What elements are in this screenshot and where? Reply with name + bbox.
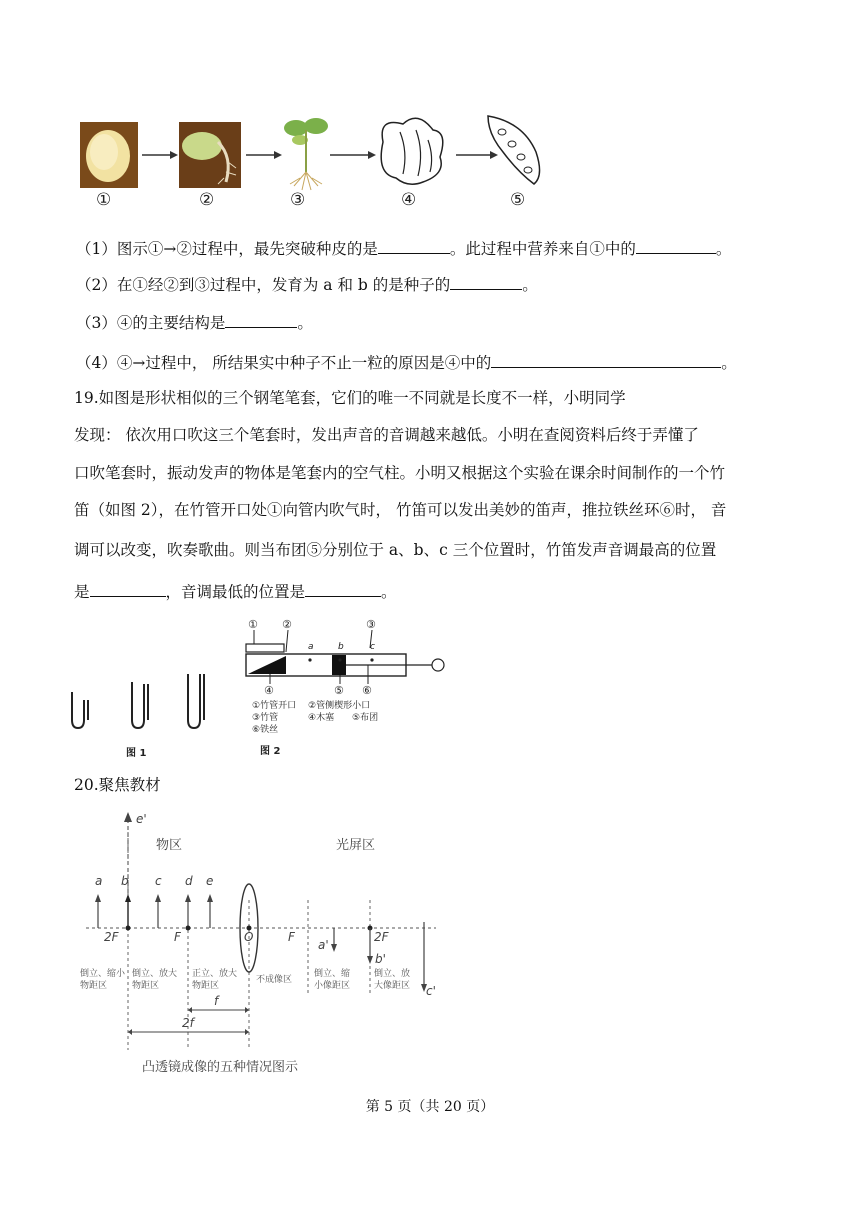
convex-lens-figure — [80, 810, 446, 1080]
pen-cap-figure — [62, 672, 222, 762]
flute-legend-6: ⑥铁丝 — [252, 725, 279, 735]
zone-label-4: 不成像区 — [256, 975, 293, 985]
answer-blank[interactable] — [450, 274, 522, 290]
answer-blank[interactable] — [378, 238, 450, 254]
object-d-label: d — [185, 874, 193, 888]
q18-item-4-text-a: （4）④→过程中， 所结果实中种子不止一粒的原因是④中的 — [76, 354, 492, 372]
fig1-caption: 图 1 — [126, 748, 147, 759]
q18-item-4 — [76, 352, 737, 373]
q19-line-1: 19.如图是形状相似的三个钢笔笔套，它们的唯一不同就是长度不一样，小明同学 — [74, 389, 626, 407]
q18-item-3 — [76, 312, 313, 333]
zone-label-5: 倒立、缩 小像距区 — [314, 969, 351, 991]
lens-figure-caption: 凸透镜成像的五种情况图示 — [142, 1060, 299, 1075]
flute-num-5: ⑤ — [334, 684, 344, 697]
image-b-label: b' — [375, 952, 386, 966]
object-c-label: c — [155, 874, 162, 888]
flute-legend-1: ①竹管开口 — [252, 701, 297, 711]
zone-label-1: 倒立、缩小 物距区 — [80, 969, 126, 991]
image-c-label: c' — [426, 984, 436, 998]
q19-line-5: 调可以改变，吹奏歌曲。则当布团⑤分别位于 a、b、c 三个位置时，竹笛发声音调最高的位置 — [74, 541, 717, 559]
seed-label-5: ⑤ — [510, 190, 526, 210]
answer-blank[interactable] — [305, 581, 381, 597]
q19-line-6 — [74, 581, 397, 602]
mark-2f-left: 2F — [104, 930, 119, 944]
pen-caps-illustration — [62, 672, 222, 732]
q18-item-3-text-a: （3）④的主要结构是 — [76, 314, 226, 332]
object-a-label: a — [95, 874, 103, 888]
answer-blank[interactable] — [225, 312, 297, 328]
seed-label-2: ② — [199, 190, 215, 210]
mark-2f-right: 2F — [374, 930, 389, 944]
q18-item-4-text-b: 。 — [721, 354, 737, 372]
flute-pos-b: b — [338, 642, 344, 652]
answer-blank[interactable] — [90, 581, 166, 597]
flute-legend-4: ④木塞 — [308, 713, 335, 723]
seed-label-3: ③ — [290, 190, 306, 210]
convex-lens-diagram — [86, 810, 446, 1050]
q18-item-3-text-b: 。 — [297, 314, 313, 332]
q19-line-3: 口吹笔套时，振动发声的物体是笔套内的空气柱。小明又根据这个实验在课余时间制作的一个竹 — [74, 464, 726, 482]
q20-title: 20.聚焦教材 — [74, 776, 161, 794]
dim-2f-label: 2f — [182, 1016, 194, 1030]
seed-label-4: ④ — [401, 190, 417, 210]
flute-legend-2: ②管侧楔形小口 — [308, 701, 371, 711]
seed-growth-figure — [78, 112, 558, 212]
flute-legend-3: ③竹管 — [252, 713, 279, 723]
zone-label-6: 倒立、放 大像距区 — [374, 969, 411, 991]
q18-item-1-text-a: （1）图示①→②过程中，最先突破种皮的是 — [76, 240, 378, 258]
flute-num-4: ④ — [264, 684, 274, 697]
flute-num-3: ③ — [366, 618, 376, 631]
flute-legend-5: ⑤布团 — [352, 713, 379, 723]
q18-item-2 — [76, 274, 538, 295]
mark-f-left: F — [174, 930, 181, 944]
q19-line-2: 发现： 依次用口吹这三个笔套时，发出声音的音调越来越低。小明在查阅资料后终于弄懂了 — [74, 426, 699, 444]
q19-line-6-text-b: ，音调最低的位置是 — [165, 583, 306, 601]
q18-item-2-text-a: （2）在①经②到③过程中，发育为 a 和 b 的是种子的 — [76, 276, 451, 294]
seed-growth-illustration — [78, 112, 558, 192]
q19-line-6-text-a: 是 — [74, 583, 90, 601]
q19-line-4: 笛（如图 2），在竹管开口处①向管内吹气时， 竹笛可以发出美妙的笛声，推拉铁丝环⑥时， 音 — [74, 501, 727, 519]
mark-f-right: F — [288, 930, 295, 944]
e-virtual-label: e' — [136, 812, 147, 826]
zone-label-2: 倒立、放大 物距区 — [132, 969, 178, 991]
q18-item-1 — [76, 238, 731, 259]
fig2-caption: 图 2 — [260, 746, 281, 757]
dim-f-label: f — [214, 994, 219, 1008]
q18-item-1-text-c: 。 — [715, 240, 732, 258]
seed-label-1: ① — [96, 190, 112, 210]
object-e-label: e — [206, 874, 214, 888]
flute-num-1: ① — [248, 618, 258, 631]
flute-pos-a: a — [308, 642, 314, 652]
flute-num-6: ⑥ — [362, 684, 372, 697]
flute-num-2: ② — [282, 618, 292, 631]
object-zone-label: 物区 — [156, 838, 183, 853]
mark-o: O — [244, 930, 254, 944]
answer-blank[interactable] — [491, 352, 721, 368]
q18-item-1-text-b: 。此过程中营养来自①中的 — [449, 240, 636, 258]
q18-item-2-text-b: 。 — [522, 276, 538, 294]
flute-pos-c: c — [370, 642, 375, 652]
zone-label-3: 正立、放大 物距区 — [192, 969, 238, 991]
q19-line-6-text-c: 。 — [381, 583, 397, 601]
screen-zone-label: 光屏区 — [336, 838, 376, 853]
bamboo-flute-figure — [240, 618, 450, 758]
image-a-label: a' — [318, 938, 329, 952]
answer-blank[interactable] — [636, 238, 716, 254]
object-b-label: b — [121, 874, 129, 888]
page-footer: 第 5 页（共 20 页） — [365, 1099, 495, 1115]
